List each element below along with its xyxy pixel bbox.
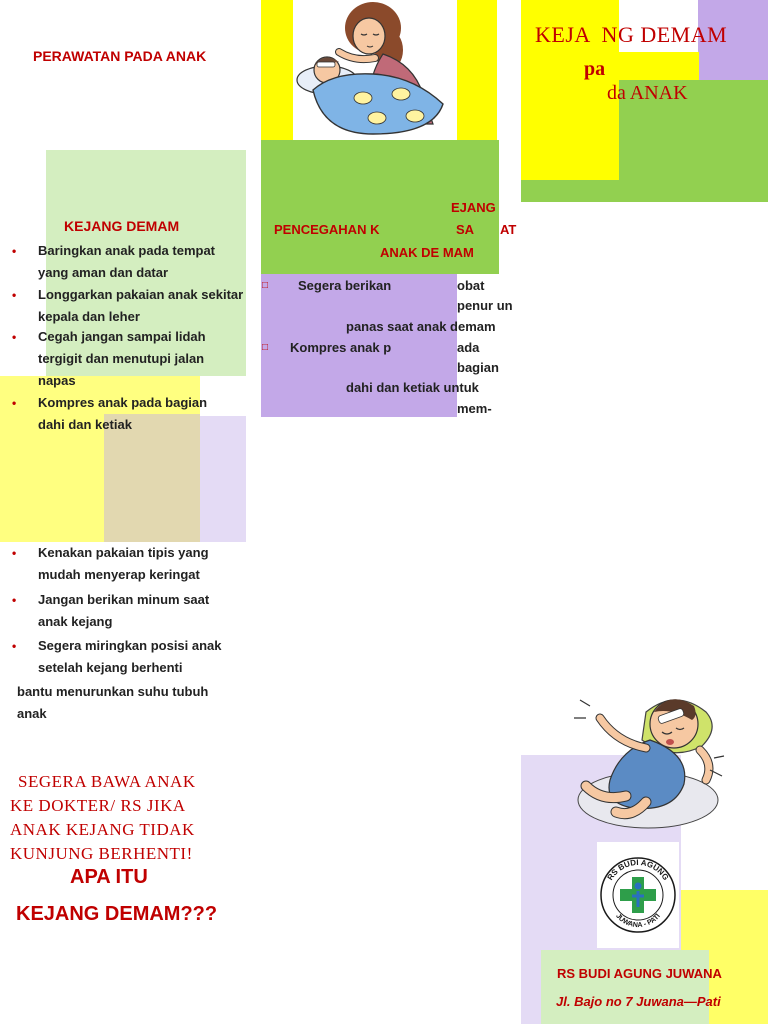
mid-row-1a: Segera berikan <box>298 278 392 293</box>
logo-ring-bottom: JUWANA - PATI <box>614 912 662 930</box>
yellow-block-right-b <box>619 52 699 80</box>
warning-line: KUNJUNG BERHENTI! <box>10 844 193 863</box>
bullet-icon: • <box>12 396 17 410</box>
bullet-icon: • <box>12 244 17 258</box>
bullet-icon: • <box>12 546 17 560</box>
bullet-icon: • <box>12 639 17 653</box>
bullet-icon: • <box>12 330 17 344</box>
yellow-bar-mid-left <box>261 0 293 140</box>
question-line-2: KEJANG DEMAM??? <box>16 903 218 925</box>
list-item: • Jangan berikan minum saat anak kejang <box>12 589 244 633</box>
hospital-name: RS BUDI AGUNG JUWANA <box>557 966 722 981</box>
warning-line: SEGERA BAWA ANAK <box>18 772 196 791</box>
extra-line-1: bantu menurunkan suhu tubuh <box>17 684 209 699</box>
mid-row-3: panas saat anak demam <box>346 319 496 334</box>
red-square-bullet-icon: □ <box>262 342 269 353</box>
title-line-1: KEJA NG DEMAM <box>535 22 728 47</box>
mid-row-7: mem- <box>457 401 492 416</box>
mother-child-illustration <box>293 0 457 140</box>
warning-line: ANAK KEJANG TIDAK <box>10 820 195 839</box>
mid-heading-fragment-top: EJANG <box>451 200 496 215</box>
mid-row-2: penur un <box>457 298 513 313</box>
hospital-address: Jl. Bajo no 7 Juwana—Pati <box>556 994 721 1009</box>
bullet-icon: • <box>12 288 17 302</box>
mid-row-5: bagian <box>457 360 499 375</box>
title-line-2a: pa <box>584 58 606 80</box>
mid-heading-part-b: SA <box>456 222 475 237</box>
hospital-logo <box>597 842 679 948</box>
list-item: • Longgarkan pakaian anak sekitar kepala dan leher <box>12 284 244 328</box>
mid-row-4a: Kompres anak p <box>290 340 392 355</box>
mid-heading-part-a: PENCEGAHAN K <box>274 222 380 237</box>
warning-line: KE DOKTER/ RS JIKA <box>10 796 186 815</box>
yellow-block-right-bottom2 <box>709 950 768 1024</box>
mid-row-4b: ada <box>457 340 480 355</box>
light-green-block-right-bottom <box>541 950 709 1024</box>
list-item: • Cegah jangan sampai lidah tergigit dan menutupi jalan napas <box>12 326 244 392</box>
red-square-bullet-icon: □ <box>262 280 269 291</box>
mid-heading-part-c: AT <box>500 222 517 237</box>
extra-line-2: anak <box>17 706 47 721</box>
mid-row-1b: obat <box>457 278 485 293</box>
yellow-bar-mid-right <box>457 0 497 140</box>
list-item: • Kompres anak pada bagian dahi dan ketiak <box>12 392 244 436</box>
left-heading: PERAWATAN PADA ANAK <box>33 48 207 64</box>
logo-ring-top: RS BUDI AGUNG <box>605 857 671 882</box>
list-item: • Kenakan pakaian tipis yang mudah menyerap keringat <box>12 542 244 586</box>
mid-heading-line-2: ANAK DE MAM <box>380 245 474 260</box>
seizing-child-illustration <box>550 672 728 834</box>
question-line-1: APA ITU <box>70 866 148 888</box>
left-subheading: KEJANG DEMAM <box>64 218 180 234</box>
title-line-2b: da ANAK <box>607 82 688 104</box>
list-item: • Segera miringkan posisi anak setelah kejang berhenti <box>12 635 244 679</box>
list-item: • Baringkan anak pada tempat yang aman dan datar <box>12 240 244 284</box>
bullet-icon: • <box>12 593 17 607</box>
warning-text <box>10 770 196 866</box>
mid-row-6: dahi dan ketiak untuk <box>346 380 479 395</box>
yellow-block-right-bottom <box>681 890 768 950</box>
